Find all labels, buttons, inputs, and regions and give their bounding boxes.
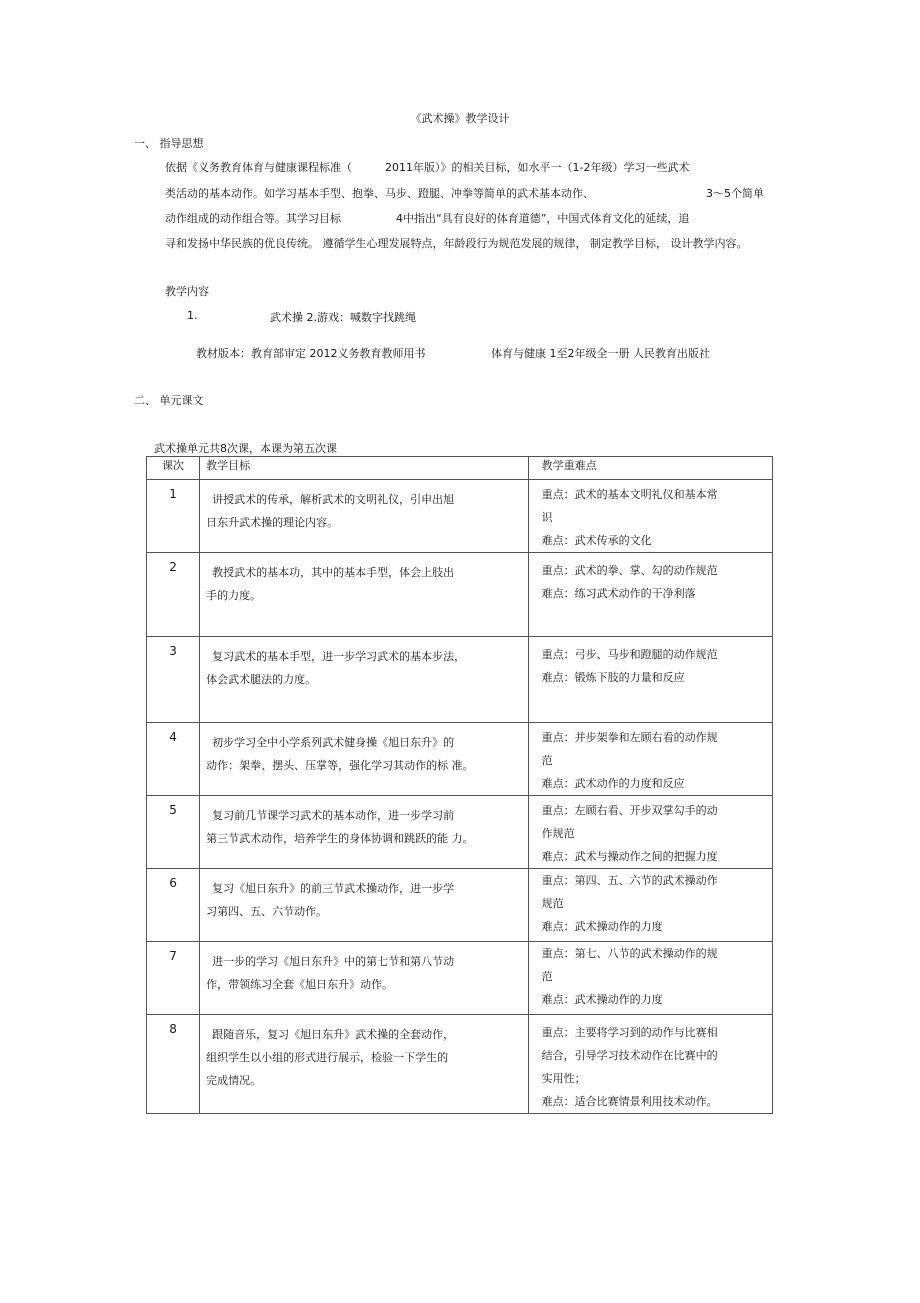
key-cell: 重点：弓步、马步和蹬腿的动作规范 难点：锻炼下肢的力量和反应 <box>528 637 772 723</box>
section1-line-1: 依据《义务教育体育与健康课程标准（ 2011年版）》的相关目标，如水平一（1-2年级）学习一些武术 <box>165 161 690 174</box>
lesson-number-cell: 2 <box>147 553 200 637</box>
key-cell: 重点：武术的基本文明礼仪和基本常 识 难点：武术传承的文化 <box>528 480 772 553</box>
goal-cell: 讲授武术的传承，解析武术的文明礼仪，引申出旭 日东升武术操的理论内容。 <box>200 480 529 553</box>
document-title: 《武术操》教学设计 <box>410 112 510 125</box>
section1-heading: 一、 指导思想 <box>134 137 204 150</box>
lesson-number-cell: 6 <box>147 869 200 942</box>
key-cell: 重点：第四、五、六节的武术操动作 规范 难点：武术操动作的力度 <box>528 869 772 942</box>
lesson-number-cell: 4 <box>147 723 200 796</box>
goal-cell: 进一步的学习《旭日东升》中的第七节和第八节动 作，带领练习全套《旭日东升》动作。 <box>200 942 529 1015</box>
key-cell: 重点：第七、八节的武术操动作的规 范 难点：武术操动作的力度 <box>528 942 772 1015</box>
table-row <box>147 480 773 553</box>
section1-line-4: 寻和发扬中华民族的优良传统。 遵循学生心理发展特点，年龄段行为规范发展的规律， 制定教学目标， 设计教学内容。 <box>165 237 748 250</box>
header-lesson-number: 课次 <box>147 457 200 480</box>
table-row <box>147 723 773 796</box>
content-item-text: 武术操 2.游戏：喊数字找跳绳 <box>270 311 416 324</box>
lesson-number-cell: 1 <box>147 480 200 553</box>
section1-line-2: 类活动的基本动作。如学习基本手型、抱拳、马步、蹬腿、冲拳等简单的武术基本动作、 <box>165 187 594 200</box>
lesson-number-cell: 3 <box>147 637 200 723</box>
goal-cell: 初步学习全中小学系列武术健身操《旭日东升》的 动作：架拳、摆头、压掌等，强化学习其动作的标 准。 <box>200 723 529 796</box>
table-row <box>147 637 773 723</box>
table-row <box>147 553 773 637</box>
content-item-number: 1. <box>187 309 198 322</box>
table-row <box>147 796 773 869</box>
textbook-version: 教材版本：教育部审定 2012义务教育教师用书 <box>196 347 426 360</box>
section1-line-2b: 3～5个简单 <box>706 187 764 200</box>
section1-line-3b: 4中指出“具有良好的体育道德”，中国式体育文化的延续，追 <box>396 212 690 225</box>
header-teaching-goal: 教学目标 <box>200 457 529 480</box>
key-cell: 重点：主要将学习到的动作与比赛相 结合，引导学习技术动作在比赛中的 实用性； 难点：适合比赛情景利用技术动作。 <box>528 1015 772 1114</box>
header-key-points: 教学重难点 <box>528 457 772 480</box>
table-row <box>147 869 773 942</box>
key-cell: 重点：左顾右看、开步双掌勾手的动 作规范 难点：武术与操动作之间的把握力度 <box>528 796 772 869</box>
goal-cell: 复习武术的基本手型，进一步学习武术的基本步法， 体会武术腿法的力度。 <box>200 637 529 723</box>
goal-cell: 复习前几节课学习武术的基本动作，进一步学习前 第三节武术动作，培养学生的身体协调和跳跃的能 力。 <box>200 796 529 869</box>
table-row <box>147 942 773 1015</box>
unit-lessons-table <box>146 456 773 1114</box>
lesson-number-cell: 8 <box>147 1015 200 1114</box>
table-header-row <box>147 457 773 480</box>
table-row <box>147 1015 773 1114</box>
content-heading: 教学内容 <box>165 285 209 298</box>
section2-heading: 二、 单元课文 <box>134 394 204 407</box>
goal-cell: 教授武术的基本功，其中的基本手型，体会上肢出 手的力度。 <box>200 553 529 637</box>
goal-cell: 复习《旭日东升》的前三节武术操动作，进一步学 习第四、五、六节动作。 <box>200 869 529 942</box>
textbook-title: 体育与健康 1至2年级全一册 人民教育出版社 <box>491 347 710 360</box>
section1-line-3: 动作组成的动作组合等。其学习目标 <box>165 212 341 225</box>
key-cell: 重点：并步架拳和左顾右看的动作规 范 难点：武术动作的力度和反应 <box>528 723 772 796</box>
key-cell: 重点：武术的拳、掌、勾的动作规范 难点：练习武术动作的干净利落 <box>528 553 772 637</box>
goal-cell: 跟随音乐，复习《旭日东升》武术操的全套动作， 组织学生以小组的形式进行展示，检验一下学生的 完成情况。 <box>200 1015 529 1114</box>
lesson-number-cell: 7 <box>147 942 200 1015</box>
table-caption: 武术操单元共8次课，本课为第五次课 <box>154 442 337 455</box>
lesson-number-cell: 5 <box>147 796 200 869</box>
